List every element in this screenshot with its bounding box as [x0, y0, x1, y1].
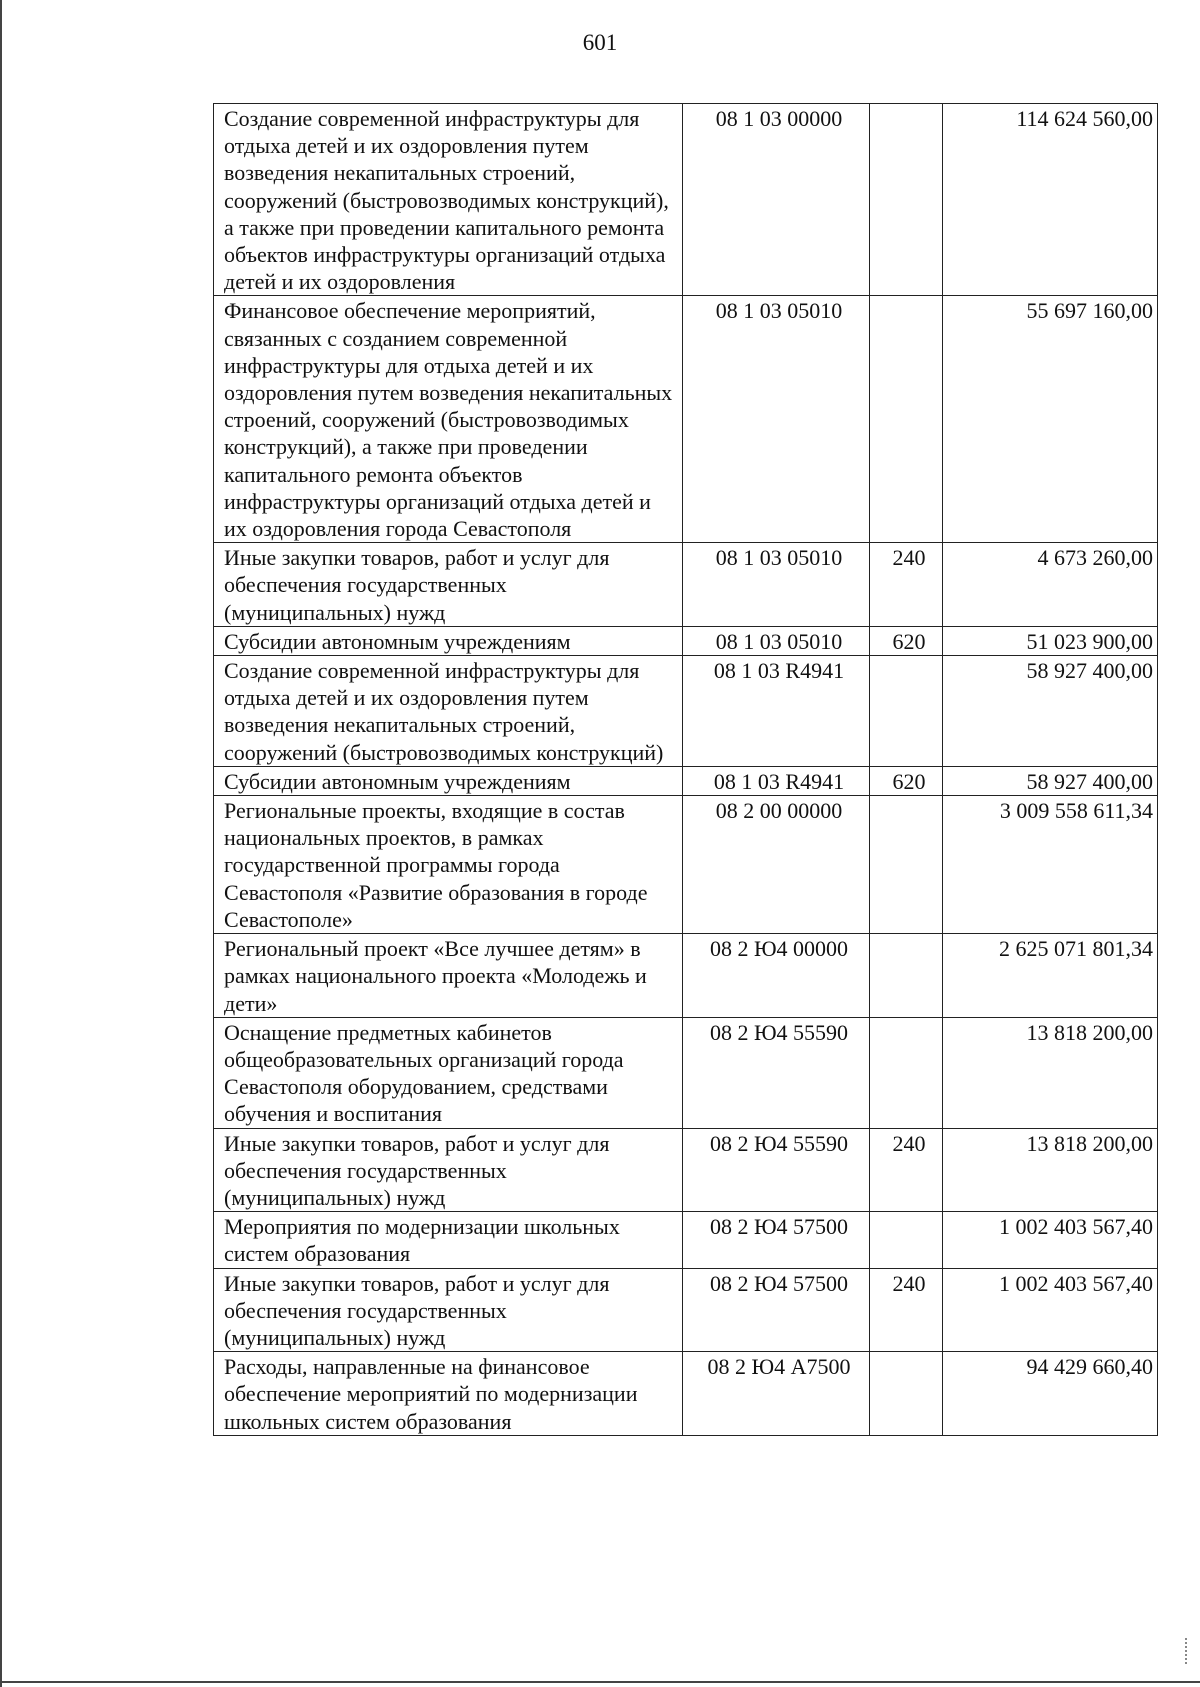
table-row	[214, 1017, 1158, 1128]
row-type-cell	[870, 1212, 943, 1268]
row-code-cell: 08 1 03 R4941	[683, 656, 870, 767]
row-type-cell	[870, 796, 943, 934]
row-name-cell: Расходы, направленные на финансовое обеспечение мероприятий по модернизации школьных систем образования	[214, 1352, 683, 1436]
row-name-cell: Региональные проекты, входящие в состав национальных проектов, в рамках государственной программы города Севастополя «Развитие образования в городе Севастополе»	[214, 796, 683, 934]
row-type-cell	[870, 104, 943, 296]
row-type-cell: 240	[870, 543, 943, 627]
row-sum-cell: 114 624 560,00	[943, 104, 1158, 296]
row-code-cell: 08 2 Ю4 57500	[683, 1212, 870, 1268]
row-name-cell: Создание современной инфраструктуры для отдыха детей и их оздоровления путем возведения некапитальных строений, сооружений (быстровозводимых конструкций), а также при проведении капитального ремонта объектов инфраструктуры организаций отдыха детей и их оздоровления	[214, 104, 683, 296]
row-name-cell: Субсидии автономным учреждениям	[214, 766, 683, 795]
table-row	[214, 1128, 1158, 1212]
row-sum-cell: 55 697 160,00	[943, 296, 1158, 543]
page-edge-left	[0, 0, 2, 1687]
row-name-cell: Иные закупки товаров, работ и услуг для обеспечения государственных (муниципальных) нужд	[214, 543, 683, 627]
row-code-cell: 08 2 Ю4 00000	[683, 934, 870, 1018]
row-name-cell: Создание современной инфраструктуры для отдыха детей и их оздоровления путем возведения некапитальных строений, сооружений (быстровозводимых конструкций)	[214, 656, 683, 767]
row-code-cell: 08 2 Ю4 А7500	[683, 1352, 870, 1436]
row-code-cell: 08 1 03 05010	[683, 296, 870, 543]
row-sum-cell: 1 002 403 567,40	[943, 1268, 1158, 1352]
table-row	[214, 766, 1158, 795]
scan-artifact-dots	[1185, 1638, 1189, 1664]
row-type-cell: 620	[870, 766, 943, 795]
row-type-cell	[870, 1352, 943, 1436]
row-name-cell: Иные закупки товаров, работ и услуг для обеспечения государственных (муниципальных) нужд	[214, 1128, 683, 1212]
row-type-cell	[870, 1017, 943, 1128]
row-name-cell: Иные закупки товаров, работ и услуг для обеспечения государственных (муниципальных) нужд	[214, 1268, 683, 1352]
row-type-cell: 240	[870, 1128, 943, 1212]
table-row	[214, 1212, 1158, 1268]
row-sum-cell: 58 927 400,00	[943, 656, 1158, 767]
table-row	[214, 1268, 1158, 1352]
row-code-cell: 08 1 03 05010	[683, 543, 870, 627]
row-name-cell: Финансовое обеспечение мероприятий, связанных с созданием современной инфраструктуры для отдыха детей и их оздоровления путем возведения некапитальных строений, сооружений (быстровозводимых конструкций), а также при проведении капитального ремонта объектов инфраструктуры организаций отдыха детей и их оздоровления города Севастополя	[214, 296, 683, 543]
page-number: 601	[582, 30, 618, 55]
row-type-cell: 620	[870, 626, 943, 655]
row-code-cell: 08 1 03 R4941	[683, 766, 870, 795]
budget-table	[213, 103, 1158, 1436]
table-row	[214, 104, 1158, 296]
table-row	[214, 934, 1158, 1018]
row-type-cell	[870, 656, 943, 767]
row-sum-cell: 2 625 071 801,34	[943, 934, 1158, 1018]
row-sum-cell: 3 009 558 611,34	[943, 796, 1158, 934]
row-sum-cell: 13 818 200,00	[943, 1128, 1158, 1212]
row-sum-cell: 94 429 660,40	[943, 1352, 1158, 1436]
row-code-cell: 08 2 Ю4 57500	[683, 1268, 870, 1352]
row-sum-cell: 51 023 900,00	[943, 626, 1158, 655]
page-edge-bottom	[0, 1681, 1200, 1683]
row-code-cell: 08 1 03 00000	[683, 104, 870, 296]
table-row	[214, 656, 1158, 767]
row-sum-cell: 1 002 403 567,40	[943, 1212, 1158, 1268]
row-code-cell: 08 2 00 00000	[683, 796, 870, 934]
table-row	[214, 296, 1158, 543]
table-row	[214, 796, 1158, 934]
row-type-cell	[870, 934, 943, 1018]
row-name-cell: Оснащение предметных кабинетов общеобразовательных организаций города Севастополя оборудованием, средствами обучения и воспитания	[214, 1017, 683, 1128]
row-code-cell: 08 2 Ю4 55590	[683, 1017, 870, 1128]
row-name-cell: Региональный проект «Все лучшее детям» в рамках национального проекта «Молодежь и дети»	[214, 934, 683, 1018]
row-type-cell: 240	[870, 1268, 943, 1352]
row-type-cell	[870, 296, 943, 543]
table-row	[214, 1352, 1158, 1436]
row-sum-cell: 13 818 200,00	[943, 1017, 1158, 1128]
row-name-cell: Мероприятия по модернизации школьных систем образования	[214, 1212, 683, 1268]
row-sum-cell: 58 927 400,00	[943, 766, 1158, 795]
table-row	[214, 543, 1158, 627]
row-code-cell: 08 2 Ю4 55590	[683, 1128, 870, 1212]
row-sum-cell: 4 673 260,00	[943, 543, 1158, 627]
row-code-cell: 08 1 03 05010	[683, 626, 870, 655]
row-name-cell: Субсидии автономным учреждениям	[214, 626, 683, 655]
table-row	[214, 626, 1158, 655]
